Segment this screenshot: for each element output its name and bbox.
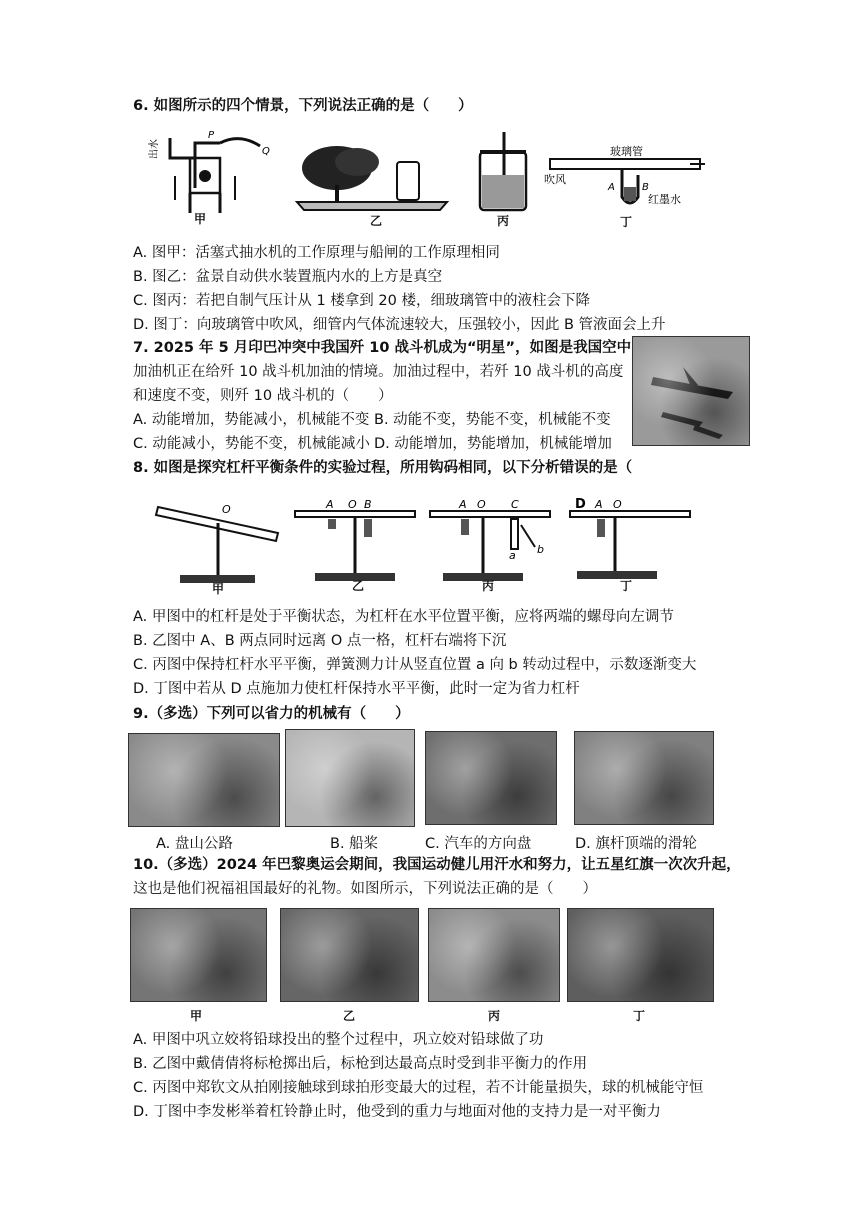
q9-photo-pulley [574,731,714,825]
utube-tube-label: 玻璃管 [610,145,643,158]
q10-photo-weightlifting [567,908,714,1002]
q8-option-d: D. 丁图中若从 D 点施加力使杠杆保持水平平衡，此时一定为省力杠杆 [133,681,580,697]
q8-caption-ding: 丁 [620,579,633,593]
q8-caption-bing: 丙 [482,579,495,593]
q6-option-c: C. 图丙：若把自制气压计从 1 楼拿到 20 楼，细玻璃管中的液柱会下降 [133,293,590,309]
q6-figure-bonsai [292,140,452,215]
q6-figure-utube [540,135,710,215]
q9-stem: 9.（多选）下列可以省力的机械有（ ） [133,706,410,722]
q6-figure-barometer [472,130,532,215]
q8-option-a: A. 甲图中的杠杆是处于平衡状态，为杠杆在水平位置平衡，应将两端的螺母向左调节 [133,609,674,625]
q10-photo-shotput [130,908,267,1002]
svg-text:O: O [348,498,357,511]
q8-figure-bing [425,495,560,585]
q8-stem: 8. 如图是探究杠杆平衡条件的实验过程，所用钩码相同，以下分析错误的是（ [133,460,633,476]
q10-caption-yi: 乙 [343,1009,356,1023]
q8-caption-jia: 甲 [212,582,225,596]
svg-text:P: P [208,130,215,141]
pump-outlet-label: 出水 [149,139,160,159]
svg-text:O: O [477,498,486,511]
q10-option-d: D. 丁图中李发彬举着杠铃静止时，他受到的重力与地面对他的支持力是一对平衡力 [133,1104,661,1120]
q8-figure-ding [565,493,695,583]
q6-caption-jia: 甲 [194,212,207,226]
q10-photo-tennis [428,908,560,1002]
svg-text:a: a [509,549,516,562]
q6-option-a: A. 图甲：活塞式抽水机的工作原理与船闸的工作原理相同 [133,245,500,261]
q8-caption-yi: 乙 [352,579,365,593]
q7-option-d: D. 动能增加，势能增加，机械能增加 [374,436,612,452]
svg-text:A: A [326,498,334,511]
svg-text:O: O [613,498,622,511]
svg-text:B: B [642,182,649,193]
q6-caption-yi: 乙 [370,214,383,228]
q6-caption-bing: 丙 [497,214,510,228]
q6-caption-ding: 丁 [620,215,633,229]
q8-option-b: B. 乙图中 A、B 两点同时远离 O 点一格，杠杆右端将下沉 [133,633,507,649]
svg-text:O: O [222,503,231,516]
q10-stem-line-2: 这也是他们祝福祖国最好的礼物。如图所示，下列说法正确的是（ ） [133,881,597,897]
q10-stem-line-1: 10.（多选）2024 年巴黎奥运会期间，我国运动健儿用汗水和努力，让五星红旗一次次升起， [133,857,741,873]
q10-caption-bing: 丙 [488,1009,501,1023]
svg-text:C: C [511,498,519,511]
q10-option-b: B. 乙图中戴倩倩将标枪掷出后，标枪到达最高点时受到非平衡力的作用 [133,1056,588,1072]
q8-option-c: C. 丙图中保持杠杆水平平衡，弹簧测力计从竖直位置 a 向 b 转动过程中，示数逐渐变大 [133,657,697,673]
q9-photo-mountain-road [128,733,280,827]
q6-option-d: D. 图丁：向玻璃管中吹风，细管内气体流速较大，压强较小，因此 B 管液面会上升 [133,317,666,333]
q10-option-c: C. 丙图中郑钦文从拍刚接触球到球拍形变最大的过程，若不计能量损失，球的机械能守恒 [133,1080,704,1096]
svg-text:Q: Q [262,146,270,157]
q9-caption-c: C. 汽车的方向盘 [425,836,532,852]
q10-caption-jia: 甲 [190,1009,203,1023]
q7-stem-line-1: 7. 2025 年 5 月印巴冲突中我国歼 10 战斗机成为“明星”，如图是我国空中 [133,340,632,356]
utube-water-label: 红墨水 [648,193,681,206]
q9-caption-b: B. 船桨 [330,836,379,852]
svg-text:A: A [595,498,603,511]
q7-stem-line-2: 加油机正在给歼 10 战斗机加油的情境。加油过程中，若歼 10 战斗机的高度 [133,364,624,380]
q6-stem: 6. 如图所示的四个情景，下列说法正确的是（ ） [133,98,473,114]
q10-photo-javelin [280,908,419,1002]
q7-option-c: C. 动能减小，势能不变，机械能减小 [133,436,370,452]
q9-photo-steering-wheel [425,731,557,825]
svg-text:B: B [364,498,372,511]
q10-option-a: A. 甲图中巩立姣将铅球投出的整个过程中，巩立姣对铅球做了功 [133,1032,544,1048]
q7-stem-line-3: 和速度不变，则歼 10 战斗机的（ ） [133,388,393,404]
q6-figure-pump [140,128,280,218]
q10-caption-ding: 丁 [633,1009,646,1023]
q8-figure-yi [290,495,420,585]
utube-blow-label: 吹风 [544,173,566,186]
q7-refuel-photo [632,336,750,446]
q6-option-b: B. 图乙：盆景自动供水装置瓶内水的上方是真空 [133,269,443,285]
q9-caption-a: A. 盘山公路 [156,836,233,852]
svg-text:A: A [459,498,467,511]
q9-caption-d: D. 旗杆顶端的滑轮 [575,836,697,852]
q9-photo-oar [285,729,415,827]
svg-text:D: D [575,497,586,512]
q8-figure-jia [150,495,285,590]
svg-text:b: b [537,543,544,556]
svg-text:A: A [608,182,615,193]
q7-option-b: B. 动能不变，势能不变，机械能不变 [374,412,611,428]
q7-option-a: A. 动能增加，势能减小，机械能不变 [133,412,370,428]
